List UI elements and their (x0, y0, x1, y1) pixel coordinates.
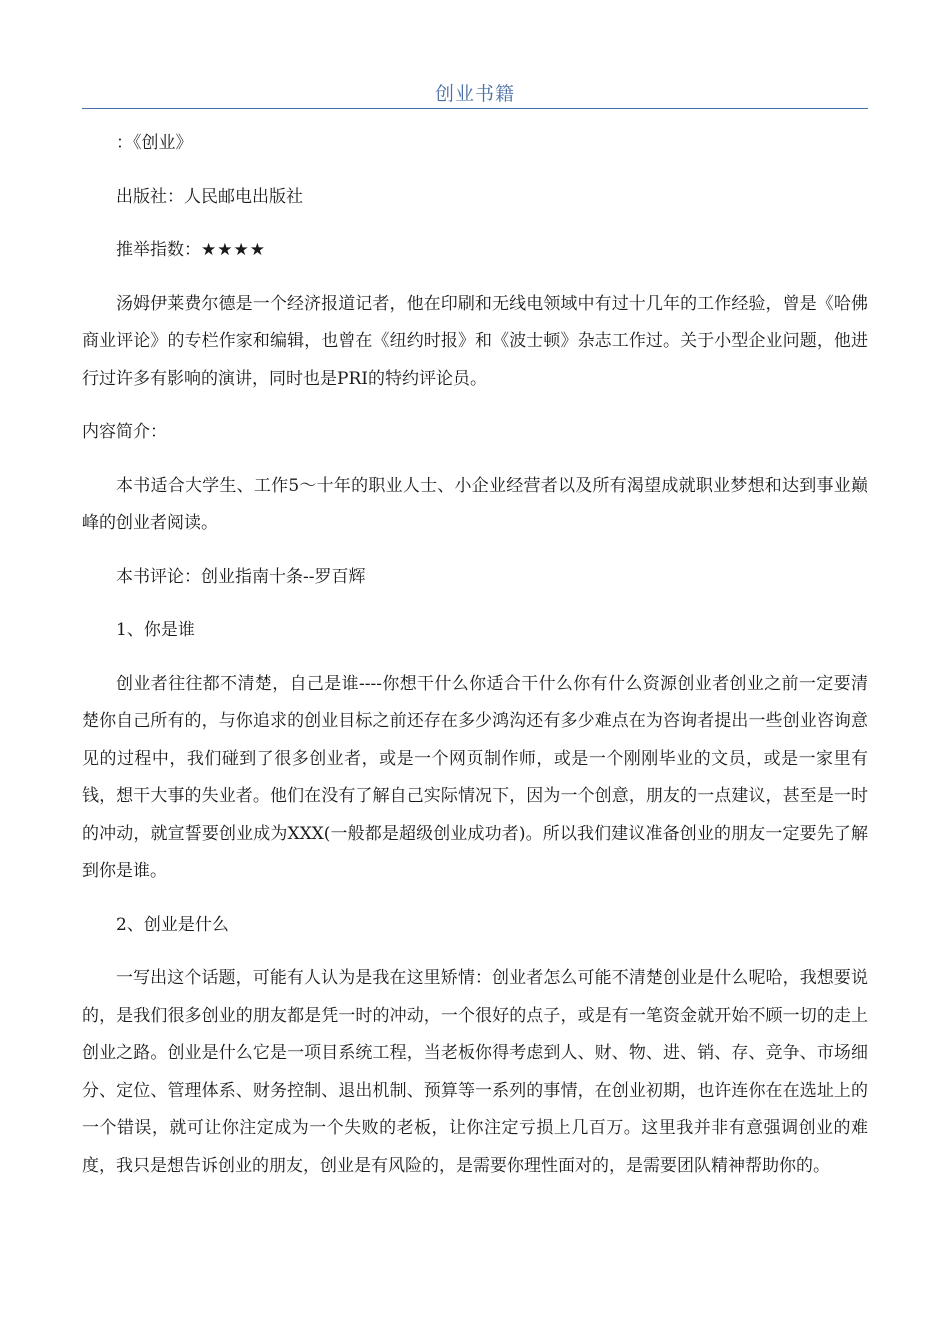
rating-label: 推举指数： (116, 240, 201, 260)
review-heading: 本书评论：创业指南十条--罗百辉 (116, 566, 366, 587)
author-bio-paragraph: 汤姆伊莱费尔德是一个经济报道记者，他在印刷和无线电领域中有过十几年的工作经验，曾是《哈佛商业评论》的专栏作家和编辑，也曾在《纽约时报》和《波士顿》杂志工作过。关于小型企业问题，他进行过许多有影响的演讲，同时也是PRI的特约评论员。 (82, 293, 868, 389)
page-header-title: 创业书籍 (434, 83, 515, 105)
book-title-line: ：《创业》 (116, 133, 193, 153)
section-body: 创业者往往都不清楚，自己是谁----你想干什么你适合干什么你有什么资源创业者创业之前一定要清楚你自己所有的，与你追求的创业目标之前还存在多少鸿沟还有多少难点在为咨询者提出一些创业咨询意见的过程中，我们碰到了很多创业者，或是一个网页制作师，或是一个刚刚毕业的文员，或是一家里有钱，想干大事的失业者。他们在没有了解自己实际情况下，因为一个创意，朋友的一点建议，甚至是一时的冲动，就宣誓要创业成为XXX(一般都是超级创业成功者)。所以我们建议准备创业的朋友一定要先了解到你是谁。 (82, 673, 868, 881)
summary-paragraph: 本书适合大学生、工作5～十年的职业人士、小企业经营者以及所有渴望成就职业梦想和达到事业巅峰的创业者阅读。 (82, 475, 868, 533)
summary-heading: 内容简介： (82, 422, 167, 442)
section-body: 一写出这个话题，可能有人认为是我在这里矫情：创业者怎么可能不清楚创业是什么呢哈，我想要说的，是我们很多创业的朋友都是凭一时的冲动，一个很好的点子，或是有一笔资金就开始不顾一切的走上创业之路。创业是什么它是一项目系统工程，当老板你得考虑到人、财、物、进、销、存、竞争、市场细分、定位、管理体系、财务控制、退出机制、预算等一系列的事情，在创业初期，也许连你在在选址上的一个错误，就可让你注定成为一个失败的老板，让你注定亏损上几百万。这里我并非有意强调创业的难度，我只是想告诉创业的朋友，创业是有风险的，是需要你理性面对的，是需要团队精神帮助你的。 (82, 968, 868, 1176)
publisher-line: 出版社：人民邮电出版社 (116, 186, 303, 207)
document-page (82, 80, 868, 1185)
section-heading: 1、你是谁 (116, 620, 195, 640)
section-heading: 2、创业是什么 (116, 914, 229, 935)
rating-stars-icon: ★★★★ (201, 240, 266, 260)
rating-line (82, 232, 868, 270)
